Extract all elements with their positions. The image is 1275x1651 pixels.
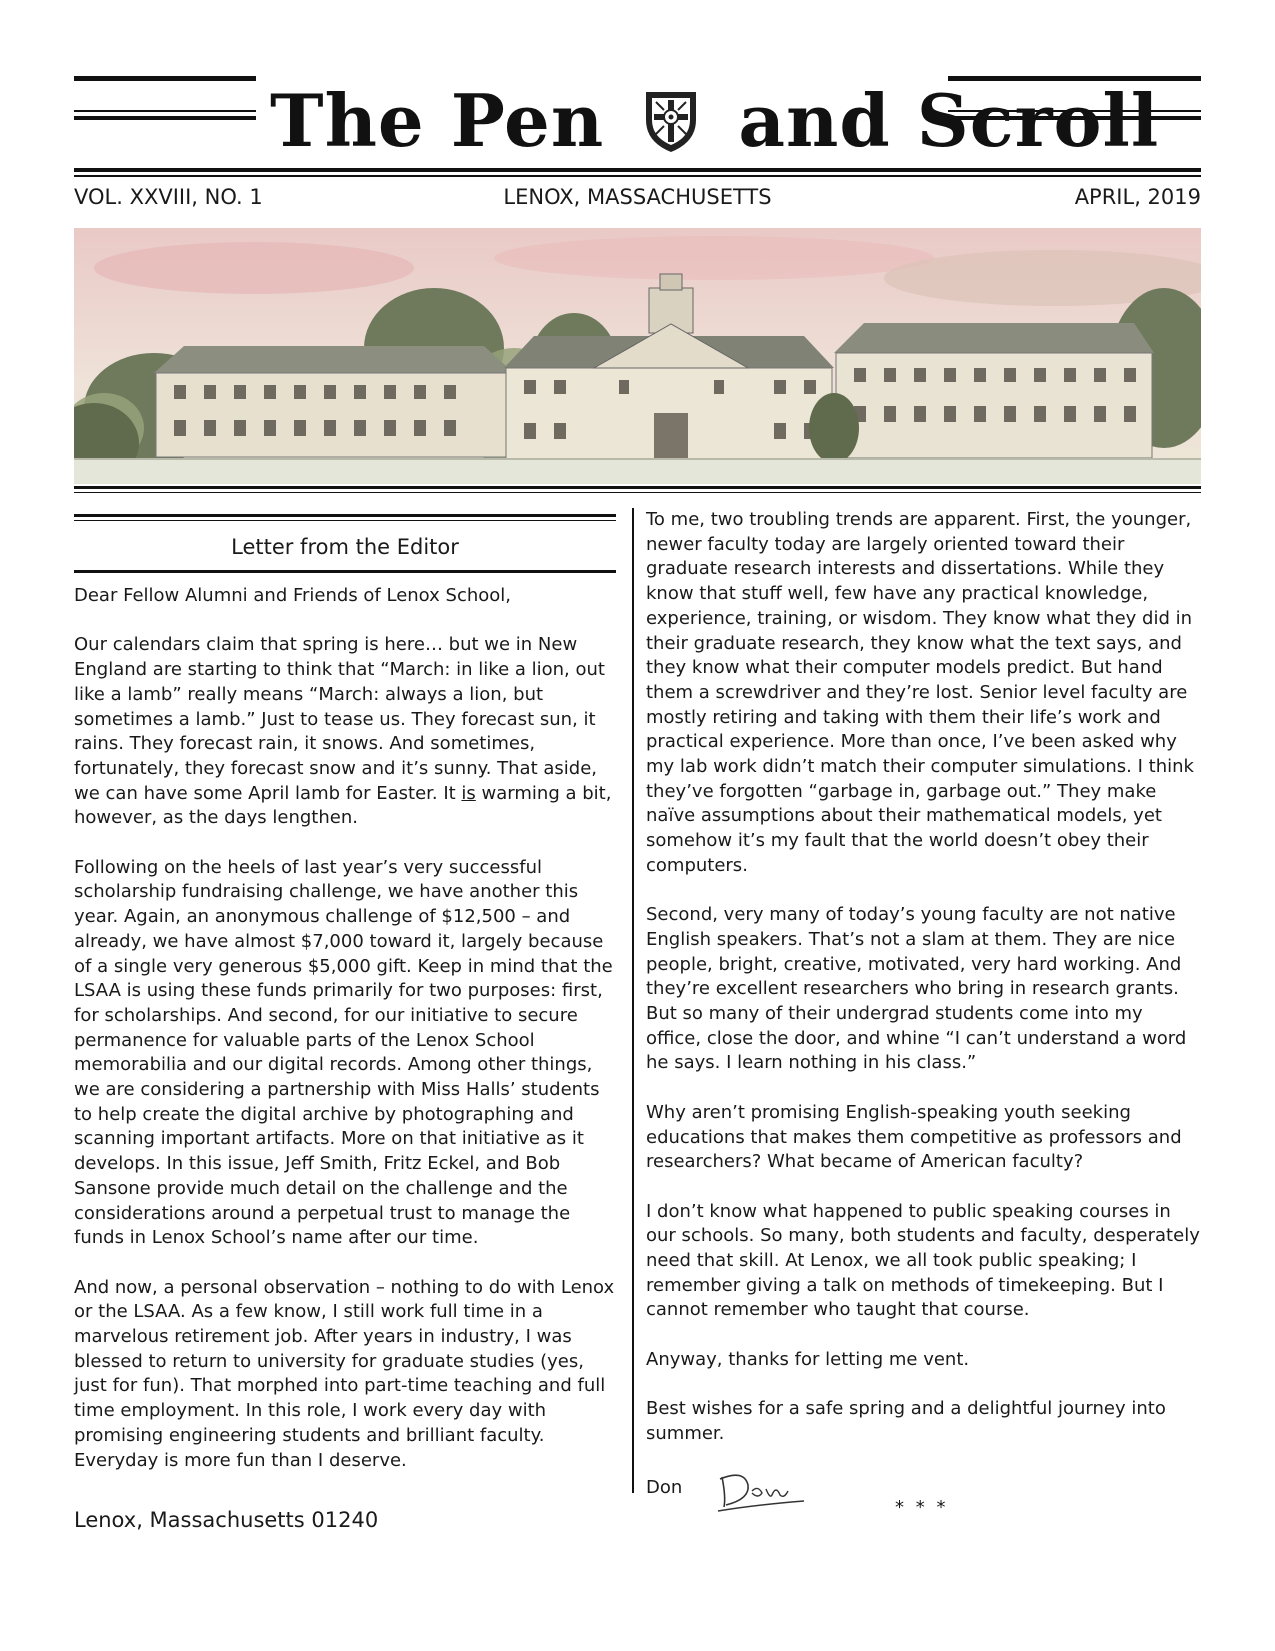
masthead-rule-left xyxy=(74,76,256,122)
newsletter-title xyxy=(270,70,1160,163)
footer-address: Lenox, Massachusetts 01240 xyxy=(74,1508,379,1532)
end-separator: * * * xyxy=(895,1497,949,1518)
illustration-rule-thin xyxy=(74,492,1201,493)
paragraph-personal: And now, a personal observation – nothing to do with Lenox or the LSAA. As a few know, I still work full time in a marvelous retirement job. After years in industry, I was blessed to return to university for graduate studies (yes, just for fun). That morphed into part-time teaching and full time employment. In this role, I work every day with promising engineering students and brilliant faculty. Everyday is more fun than I deserve. xyxy=(74,1276,615,1471)
title-left: The Pen xyxy=(270,78,605,163)
paragraph-spring: Our calendars claim that spring is here… but we in New England are starting to think that “March: in like a lion, out like a lamb” really means “March: always a lion, but sometimes a lamb.” Just to tease us. They forecast sun, it rains. They forecast rain, it snows. And sometimes, fortunately, they forecast snow and it’s sunny. That aside, we can have some April lamb for Easter. It is warming a bit, however, as the days lengthen. xyxy=(74,634,612,829)
section-title: Letter from the Editor xyxy=(231,535,459,559)
paragraph-american-faculty: Why aren’t promising English-speaking youth seeking educations that makes them competitive as professors and researchers? What became of American faculty? xyxy=(646,1101,1182,1173)
illustration-rule-thick xyxy=(74,486,1201,489)
paragraph-fundraising: Following on the heels of last year’s very successful scholarship fundraising challenge, we have another this year. Again, an anonymous challenge of $12,500 – and already, we have almost $7,000 toward it, largely because of a single very generous $5,000 gift. Keep in mind that the LSAA is using these funds primarily for two purposes: first, for scholarships. And second, for our initiative to secure permanence for valuable parts of the Lenox School memorabilia and our digital records. Among other things, we are considering a partnership with Miss Halls’ students to help create the digital archive by photographing and scanning important artifacts. More on that initiative as it develops. In this issue, Jeff Smith, Fritz Eckel, and Bob Sansone provide much detail on the challenge and the considerations around a perpetual trust to manage the funds in Lenox School’s name after our time. xyxy=(74,856,613,1249)
letter-left-column xyxy=(74,584,616,1498)
issue-line xyxy=(74,182,1201,212)
issue-volume: VOL. XXVIII, NO. 1 xyxy=(74,185,263,209)
column-divider xyxy=(632,508,634,1493)
issue-date: APRIL, 2019 xyxy=(1074,185,1201,209)
paragraph-vent: Anyway, thanks for letting me vent. xyxy=(646,1348,970,1370)
issue-location: LENOX, MASSACHUSETTS xyxy=(503,185,772,209)
section-heading xyxy=(74,514,616,574)
emphasis-is: is xyxy=(461,782,476,804)
issue-rule-top-thick xyxy=(74,168,1201,172)
salutation: Dear Fellow Alumni and Friends of Lenox School, xyxy=(74,585,511,606)
issue-rule-top-thin xyxy=(74,175,1201,177)
title-right: and Scroll xyxy=(738,78,1160,163)
paragraph-public-speaking: I don’t know what happened to public speaking courses in our schools. So many, both students and faculty, desperately need that skill. At Lenox, we all took public speaking; I remember giving a talk on methods of timekeeping. But I cannot remember who taught that course. xyxy=(646,1200,1200,1321)
paragraph-native-speakers: Second, very many of today’s young faculty are not native English speakers. That’s not a slam at them. They are nice people, bright, creative, motivated, very hard working. And they’re excellent researchers who bring in research grants. But so many of their undergrad students come into my office, close the door, and whine “I can’t understand a word he says. I learn nothing in his class.” xyxy=(646,904,1187,1074)
letter-right-column xyxy=(646,508,1201,1471)
handwritten-signature xyxy=(714,1467,814,1515)
signature-name: Don xyxy=(646,1477,683,1498)
paragraph-best-wishes: Best wishes for a safe spring and a delightful journey into summer. xyxy=(646,1398,1166,1444)
shield-crest-icon xyxy=(642,86,700,156)
school-campus-illustration xyxy=(74,228,1201,484)
paragraph-trends: To me, two troubling trends are apparent. First, the younger, newer faculty today are largely oriented toward their graduate research interests and dissertations. While they know that stuff well, few have any practical knowledge, experience, training, or wisdom. They know what they did in their graduate research, they know what the text says, and they know what their computer models predict. But hand them a screwdriver and they’re lost. Senior level faculty are mostly retiring and taking with them their life’s work and practical experience. More than once, I’ve been asked why my lab work didn’t match their computer simulations. I think they’ve forgotten “garbage in, garbage out.” They make naïve assumptions about their mathematical models, yet somehow it’s my fault that the world doesn’t obey their computers. xyxy=(646,509,1194,876)
